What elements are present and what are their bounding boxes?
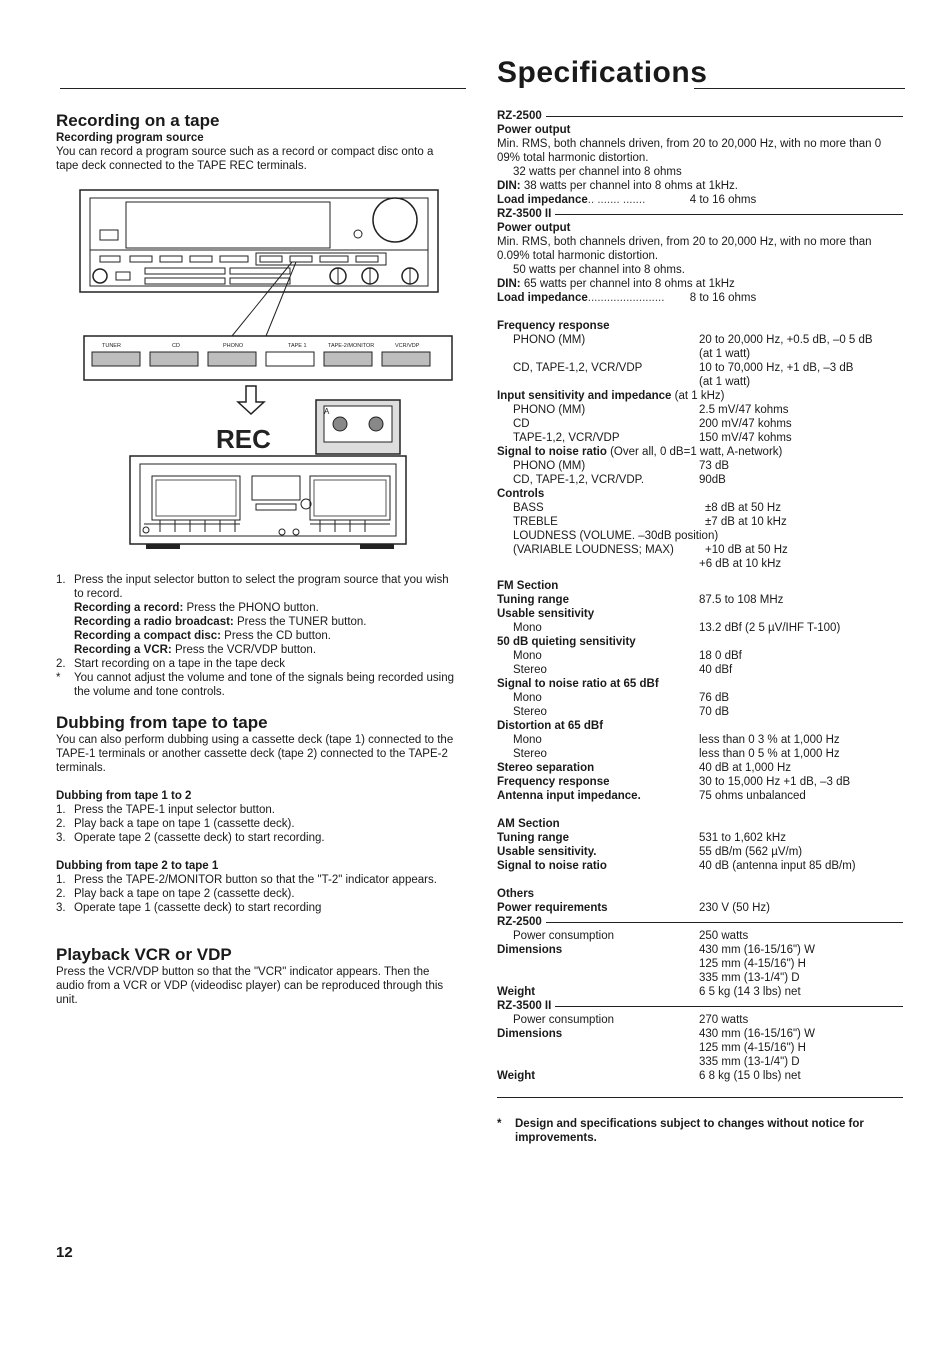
spec-row: Stereo separation 40 dB at 1,000 Hz (497, 762, 792, 774)
spec-label: Distortion at 65 dBf (497, 720, 604, 732)
strip-label-cd: CD (172, 343, 180, 349)
spec-row: TREBLE ±7 dB at 10 kHz (513, 516, 787, 528)
dubbing-sub1-title: Dubbing from tape 1 to 2 (56, 790, 192, 802)
tape-deck-illustration (130, 456, 406, 549)
footnote-rule (497, 1097, 903, 1098)
recording-subtitle: Recording program source (56, 132, 204, 144)
spec-row: Tuning range 531 to 1,602 kHz (497, 832, 786, 844)
model-rz2500-others: RZ-2500 (497, 915, 903, 929)
recording-step: 2. Start recording on a tape in the tape deck (56, 658, 285, 670)
spec-text: Min. RMS, both channels driven, from 20 to 20,000 Hz, with no more than 0.09% total harmonic distortion. (497, 236, 872, 262)
recording-step: 1. Press the input selector button to select the program source that you wish to record. Recording a record: Press the PHONO button. Recording a radio broadcast: Press the TUNER button. Recording a compact disc: Press the CD button. Recording a VCR: Press the VCR/VDP button. (56, 573, 456, 657)
recording-steps (56, 573, 456, 699)
spec-text: 50 watts per channel into 8 ohms. (513, 264, 685, 276)
spec-row: Dimensions 430 mm (16-15/16") W (497, 1028, 815, 1040)
strip-label-vcr-vdp: VCR/VDP (395, 343, 420, 349)
dubbing-sub2-steps: 1. Press the TAPE-2/MONITOR button so that the "T-2" indicator appears. 2. Play back a tape on tape 2 (cassette deck). 3. Operate tape 1 (cassette deck) to start recording (56, 874, 437, 914)
spec-label: Power output (497, 222, 571, 234)
dubbing-intro: You can also perform dubbing using a cassette deck (tape 1) connected to the TAPE-1 terminals or another cassette deck (tape 2) connected to the TAPE-2 terminals. (56, 734, 454, 774)
footnote: * Design and specifications subject to changes without notice for improvements. (497, 1118, 864, 1144)
dubbing-sub1-steps: 1. Press the TAPE-1 input selector button. 2. Play back a tape on tape 1 (cassette deck). 3. Operate tape 2 (cassette deck) to start recording. (56, 804, 325, 844)
strip-label-tape1: TAPE 1 (288, 343, 307, 349)
spec-row: Power consumption 250 watts (513, 930, 749, 942)
spec-text: 125 mm (4-15/16") H (699, 1042, 806, 1054)
rec-label: REC (216, 424, 271, 454)
spec-row: Power consumption 270 watts (513, 1014, 749, 1026)
header-rule-left (60, 88, 466, 89)
spec-row: Usable sensitivity. 55 dB/m (562 µV/m) (497, 846, 803, 858)
playback-section (56, 945, 456, 1007)
spec-text: 335 mm (13-1/4") D (699, 972, 800, 984)
down-arrow-icon (238, 386, 264, 414)
spec-row: Weight 6 8 kg (15 0 lbs) net (497, 1070, 801, 1082)
spec-row: (VARIABLE LOUDNESS; MAX) +10 dB at 50 Hz (513, 544, 788, 556)
recording-section (56, 111, 456, 173)
spec-row: Frequency response 30 to 15,000 Hz +1 dB, –3 dB (497, 776, 851, 788)
spec-row: Stereo 70 dB (513, 706, 730, 718)
spec-row: Signal to noise ratio 40 dB (antenna input 85 dB/m) (497, 860, 856, 872)
spec-row: TAPE-1,2, VCR/VDP 150 mV/47 kohms (513, 432, 792, 444)
spec-text: (at 1 watt) (699, 376, 751, 388)
spec-row: Dimensions 430 mm (16-15/16") W (497, 944, 815, 956)
svg-text:A: A (324, 407, 330, 416)
spec-row: PHONO (MM) 20 to 20,000 Hz, +0.5 dB, –0 5 dB (513, 334, 873, 346)
spec-text: Min. RMS, both channels driven, from 20 to 20,000 Hz, with no more than 0 09% total harmonic distortion. (497, 138, 882, 164)
header-rule-right (694, 88, 905, 89)
spec-text: 32 watts per channel into 8 ohms (513, 166, 682, 178)
page-number: 12 (56, 1244, 73, 1261)
spec-text: 125 mm (4-15/16") H (699, 958, 806, 970)
spec-row: Stereo 40 dBf (513, 664, 733, 676)
receiver-illustration (80, 190, 438, 336)
spec-row: Power requirements 230 V (50 Hz) (497, 902, 770, 914)
spec-row: PHONO (MM) 2.5 mV/47 kohms (513, 404, 789, 416)
spec-din: DIN: 38 watts per channel into 8 ohms at 1kHz. (497, 180, 738, 192)
recording-note: * You cannot adjust the volume and tone of the signals being recorded using the volume and tone controls. (56, 672, 454, 698)
playback-text: Press the VCR/VDP button so that the "VCR" indicator appears. Then the audio from a VCR or VDP (videodisc player) can be reproduced through this unit. (56, 966, 444, 1006)
spec-label: Signal to noise ratio at 65 dBf (497, 678, 659, 690)
spec-row: Mono 76 dB (513, 692, 730, 704)
dubbing-sub2-title: Dubbing from tape 2 to tape 1 (56, 860, 219, 872)
spec-row: CD 200 mV/47 kohms (513, 418, 792, 430)
spec-din: DIN: 65 watts per channel into 8 ohms at 1kHz (497, 278, 735, 290)
recording-intro: You can record a program source such as a record or compact disc onto a tape deck connected to the TAPE REC terminals. (56, 146, 434, 172)
selector-button-strip (84, 336, 452, 380)
playback-title: Playback VCR or VDP (56, 945, 232, 964)
spec-section-title: Others (497, 888, 535, 900)
spec-text: 335 mm (13-1/4") D (699, 1056, 800, 1068)
spec-label: Usable sensitivity (497, 608, 595, 620)
spec-row: Stereo less than 0 5 % at 1,000 Hz (513, 748, 840, 760)
dubbing-section (56, 713, 456, 915)
recording-title: Recording on a tape (56, 111, 220, 130)
spec-row: Mono 18 0 dBf (513, 650, 742, 662)
model-rz3500: RZ-3500 II (497, 207, 903, 221)
cassette-icon (316, 400, 400, 454)
spec-row: Tuning range 87.5 to 108 MHz (497, 594, 784, 606)
spec-row: Mono 13.2 dBf (2 5 µV/IHF T-100) (513, 622, 841, 634)
spec-label: Frequency response (497, 320, 610, 332)
spec-text: (at 1 watt) (699, 348, 751, 360)
spec-row: BASS ±8 dB at 50 Hz (513, 502, 781, 514)
spec-label: Power output (497, 124, 571, 136)
spec-text: LOUDNESS (VOLUME. –30dB position) (513, 530, 719, 542)
spec-row: Load impedance ........................ 8 to 16 ohms (497, 292, 757, 304)
dubbing-title: Dubbing from tape to tape (56, 713, 268, 732)
spec-row: Load impedance .. ....... ....... 4 to 16 ohms (497, 194, 757, 206)
spec-label: Signal to noise ratio (Over all, 0 dB=1 watt, A-network) (497, 446, 783, 458)
recording-substeps: Recording a record: Press the PHONO button. Recording a radio broadcast: Press the TUNER button. Recording a compact disc: Press the CD button. Recording a VCR: Press the VCR/VDP button. (74, 602, 367, 656)
spec-row: CD, TAPE-1,2, VCR/VDP 10 to 70,000 Hz, +1 dB, –3 dB (513, 362, 854, 374)
spec-label: Controls (497, 488, 545, 500)
recording-diagram (60, 186, 460, 558)
strip-label-tape2-monitor: TAPE-2/MONITOR (328, 343, 375, 349)
page-title: Specifications (497, 56, 708, 89)
spec-label: Input sensitivity and impedance (at 1 kHz) (497, 390, 725, 402)
strip-label-phono: PHONO (223, 343, 244, 349)
spec-section-title: FM Section (497, 580, 559, 592)
specifications (497, 109, 903, 1083)
spec-row: PHONO (MM) 73 dB (513, 460, 730, 472)
model-rz3500-others: RZ-3500 II (497, 999, 903, 1013)
spec-section-title: AM Section (497, 818, 560, 830)
spec-label: 50 dB quieting sensitivity (497, 636, 636, 648)
spec-row: Mono less than 0 3 % at 1,000 Hz (513, 734, 840, 746)
strip-label-tuner: TUNER (102, 343, 121, 349)
spec-row: Weight 6 5 kg (14 3 lbs) net (497, 986, 801, 998)
spec-row: CD, TAPE-1,2, VCR/VDP. 90dB (513, 474, 726, 486)
spec-row: Antenna input impedance. 75 ohms unbalanced (497, 790, 806, 802)
spec-text: +6 dB at 10 kHz (699, 558, 782, 570)
model-rz2500: RZ-2500 (497, 109, 903, 123)
